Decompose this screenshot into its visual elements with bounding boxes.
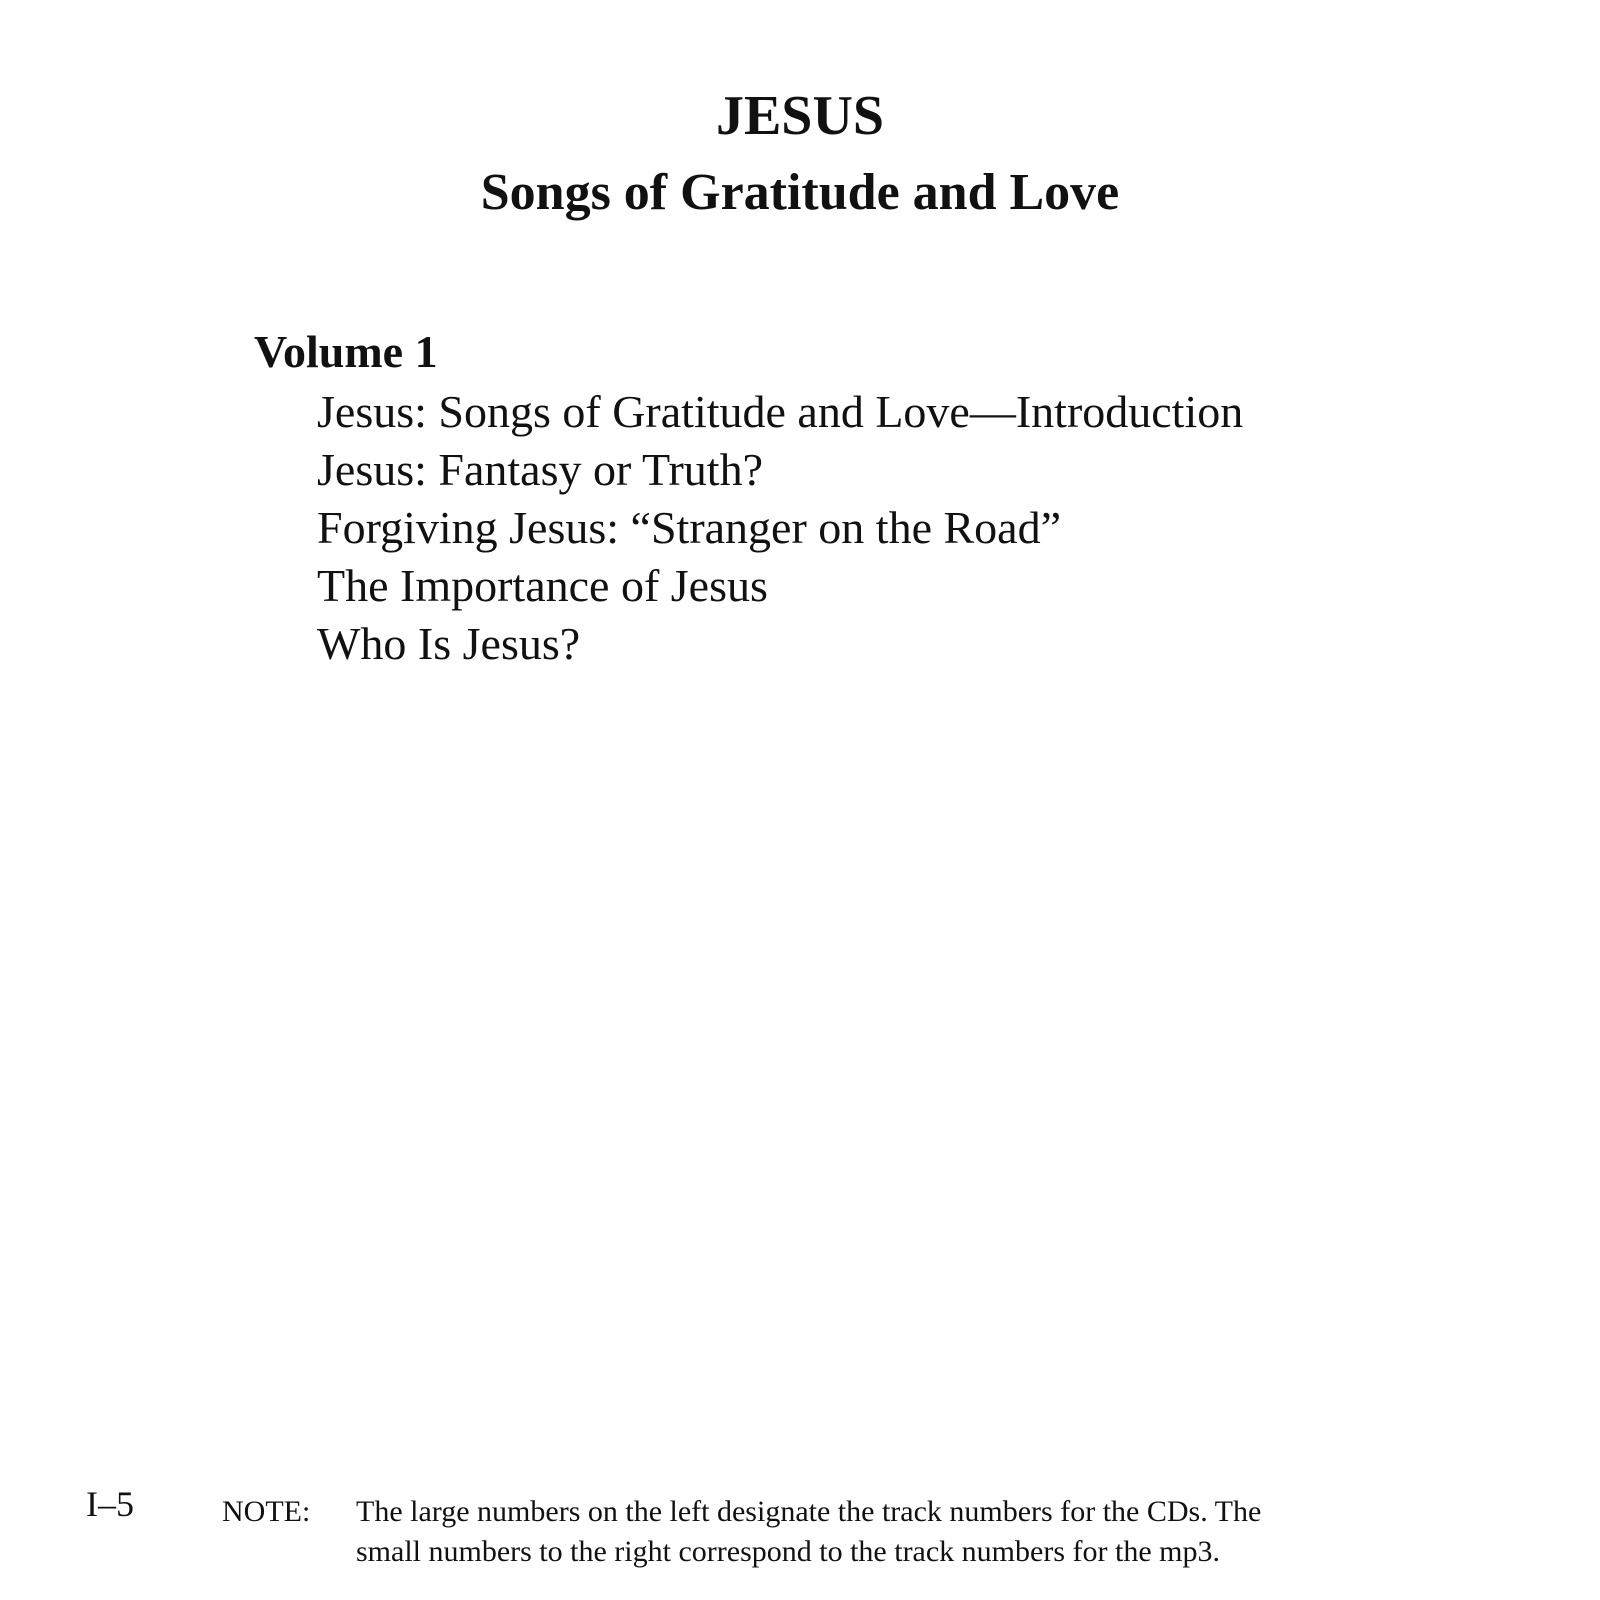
volume-heading: Volume 1 bbox=[254, 326, 438, 377]
track-title: Who Is Jesus? bbox=[317, 618, 581, 669]
page-subtitle: Songs of Gratitude and Love bbox=[480, 164, 1120, 221]
page-title: JESUS bbox=[715, 85, 885, 147]
track-title: Jesus: Fantasy or Truth? bbox=[317, 444, 763, 495]
note-label: NOTE: bbox=[222, 1495, 311, 1528]
note-line: The large numbers on the left designate the track numbers for the CDs. The bbox=[356, 1495, 1262, 1528]
track-title: The Importance of Jesus bbox=[317, 560, 768, 611]
page-number: I–5 bbox=[86, 1484, 134, 1524]
track-title: Jesus: Songs of Gratitude and Love—Introduction bbox=[317, 386, 1244, 437]
track-title: Forgiving Jesus: “Stranger on the Road” bbox=[317, 502, 1061, 553]
track-list bbox=[317, 383, 1243, 673]
note-text bbox=[356, 1492, 1456, 1572]
note-line: small numbers to the right correspond to the track numbers for the mp3. bbox=[356, 1535, 1220, 1568]
